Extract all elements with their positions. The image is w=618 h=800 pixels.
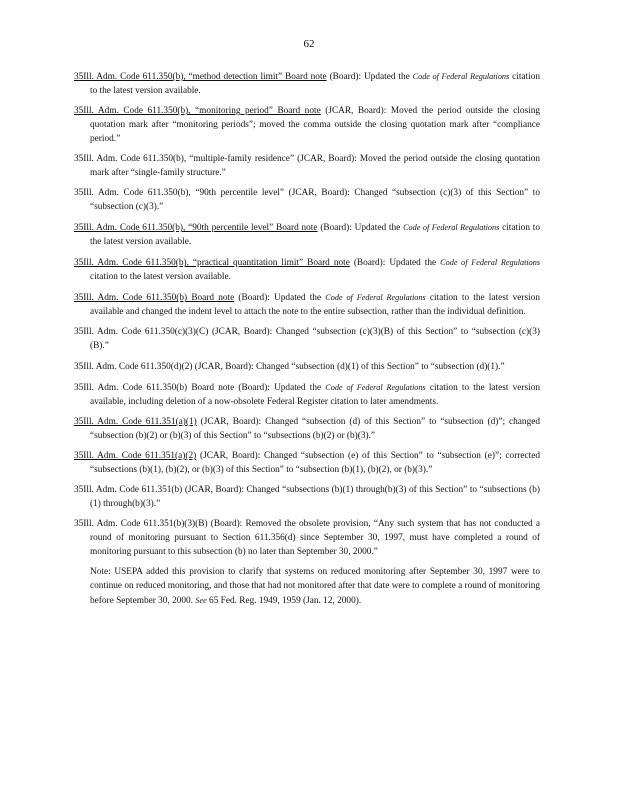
entry-italic: Code of Federal Regulations xyxy=(325,293,426,303)
amendment-entry xyxy=(74,518,540,559)
entry-citation: 35Ill. Adm. Code 611.350(b), “practical quantitation limit” Board note xyxy=(74,258,350,269)
entry-text-end: citation to the latest version available. xyxy=(90,223,540,247)
entry-italic: Code of Federal Regulations xyxy=(325,382,426,392)
entry-citation: 35Ill. Adm. Code 611.350(b) Board note xyxy=(74,293,235,304)
note-citation: 65 Fed. Reg. 1949, 1959 (Jan. 12, 2000). xyxy=(206,595,362,606)
amendment-entry xyxy=(74,381,540,410)
entry-text: 35Ill. Adm. Code 611.350(b), “multiple-family residence” (JCAR, Board): Moved the period outside the closing quotation mark after “single-family structure.” xyxy=(74,153,540,178)
entry-italic: Code of Federal Regulations xyxy=(403,223,500,233)
entry-text: (Board): Updated the xyxy=(326,72,413,82)
entry-text-end: citation to the latest version available and changed the indent level to attach the note to the entire subsection, rather than the individual definition. xyxy=(90,293,540,318)
amendment-entry xyxy=(74,70,540,99)
entry-text: (Board): Updated the xyxy=(234,293,326,304)
entry-citation: 35Ill. Adm. Code 611.351(a)(2) xyxy=(74,451,197,462)
entry-citation: 35Ill. Adm. Code 611.350(b), “monitoring period” Board note xyxy=(74,106,321,117)
note-text: Note: USEPA added this provision to clarify that systems on reduced monitoring after September 30, 1997 were to continue on reduced monitoring, and those that had not monitored after that date were to complete a round of monitoring before September 30, 2000. xyxy=(90,567,540,606)
amendment-entry xyxy=(74,221,540,250)
entry-text-end: citation to the latest version available. xyxy=(90,72,540,96)
amendment-entry xyxy=(74,291,540,320)
amendment-list xyxy=(74,70,540,609)
page-number: 62 xyxy=(303,38,315,50)
entry-text-end: citation to the latest version available, including deletion of a now-obsolete Federal Register citation to later amendments. xyxy=(90,382,540,407)
amendment-entry xyxy=(74,326,540,354)
note-see: See xyxy=(195,595,207,605)
amendment-entry xyxy=(74,361,540,375)
entry-text: (JCAR, Board): Changed “subsection (d) of this Section” to “subsection (d)”; changed “subsection (b)(2) or (b)(3) of this Section” to “subsections (b)(2) or (b)(3).” xyxy=(90,416,540,441)
entry-text: 35Ill. Adm. Code 611.351(b)(3)(B) (Board): Removed the obsolete provision, “Any such system that has not conducted a round of monitoring pursuant to Section 611.356(d) since September 30, 1997, must have completed a round of monitoring pursuant to this subsection (b) no later than September 30, 2000.” xyxy=(74,519,540,557)
entry-text: (JCAR, Board): Moved the period outside the closing quotation mark after “monitoring periods”; moved the comma outside the closing quotation mark after “compliance period.” xyxy=(90,106,540,144)
amendment-entry xyxy=(74,484,540,512)
usepa-note xyxy=(90,566,540,608)
amendment-entry xyxy=(74,450,540,478)
entry-citation: 35Ill. Adm. Code 611.350(b), “method detection limit” Board note xyxy=(74,72,327,82)
amendment-entry xyxy=(74,153,540,181)
entry-italic: Code of Federal Regulations xyxy=(412,72,510,81)
entry-text: 35Ill. Adm. Code 611.350(d)(2) (JCAR, Board): Changed “subsection (d)(1) of this Section” to “subsection (d)(1).” xyxy=(74,361,505,372)
amendment-entry xyxy=(74,187,540,215)
entry-text: 35Ill. Adm. Code 611.350(b) Board note (Board): Updated the xyxy=(74,382,326,393)
amendment-entry xyxy=(74,256,540,285)
entry-text: 35Ill. Adm. Code 611.351(b) (JCAR, Board): Changed “subsections (b)(1) through(b)(3) of this Section” to “subsections (b)(1) through(b)(3).” xyxy=(74,485,540,509)
entry-text: 35Ill. Adm. Code 611.350(b), “90th percentile level” (JCAR, Board): Changed “subsection (c)(3) of this Section” to “subsection (c)(3).” xyxy=(74,188,540,212)
entry-text: (Board): Updated the xyxy=(349,258,441,269)
amendment-entry xyxy=(74,105,540,146)
amendment-entry xyxy=(74,416,540,444)
entry-text-end: citation to the latest version available. xyxy=(90,272,231,283)
entry-text: 35Ill. Adm. Code 611.350(c)(3)(C) (JCAR, Board): Changed “subsection (c)(3)(B) of this Section” to “subsection (c)(3)(B).” xyxy=(74,327,540,352)
entry-text: (JCAR, Board): Changed “subsection (e) of this Section” to “subsection (e)”; corrected “subsections (b)(1), (b)(2), or (b)(3) of this Section” to “subsection (b)(1), (b)(2), or (b)(3).” xyxy=(90,451,540,475)
entry-citation: 35Ill. Adm. Code 611.351(a)(1) xyxy=(74,416,197,427)
entry-text: (Board): Updated the xyxy=(317,223,404,234)
entry-citation: 35Ill. Adm. Code 611.350(b), “90th percentile level” Board note xyxy=(74,223,318,234)
entry-italic: Code of Federal Regulations xyxy=(440,258,540,268)
